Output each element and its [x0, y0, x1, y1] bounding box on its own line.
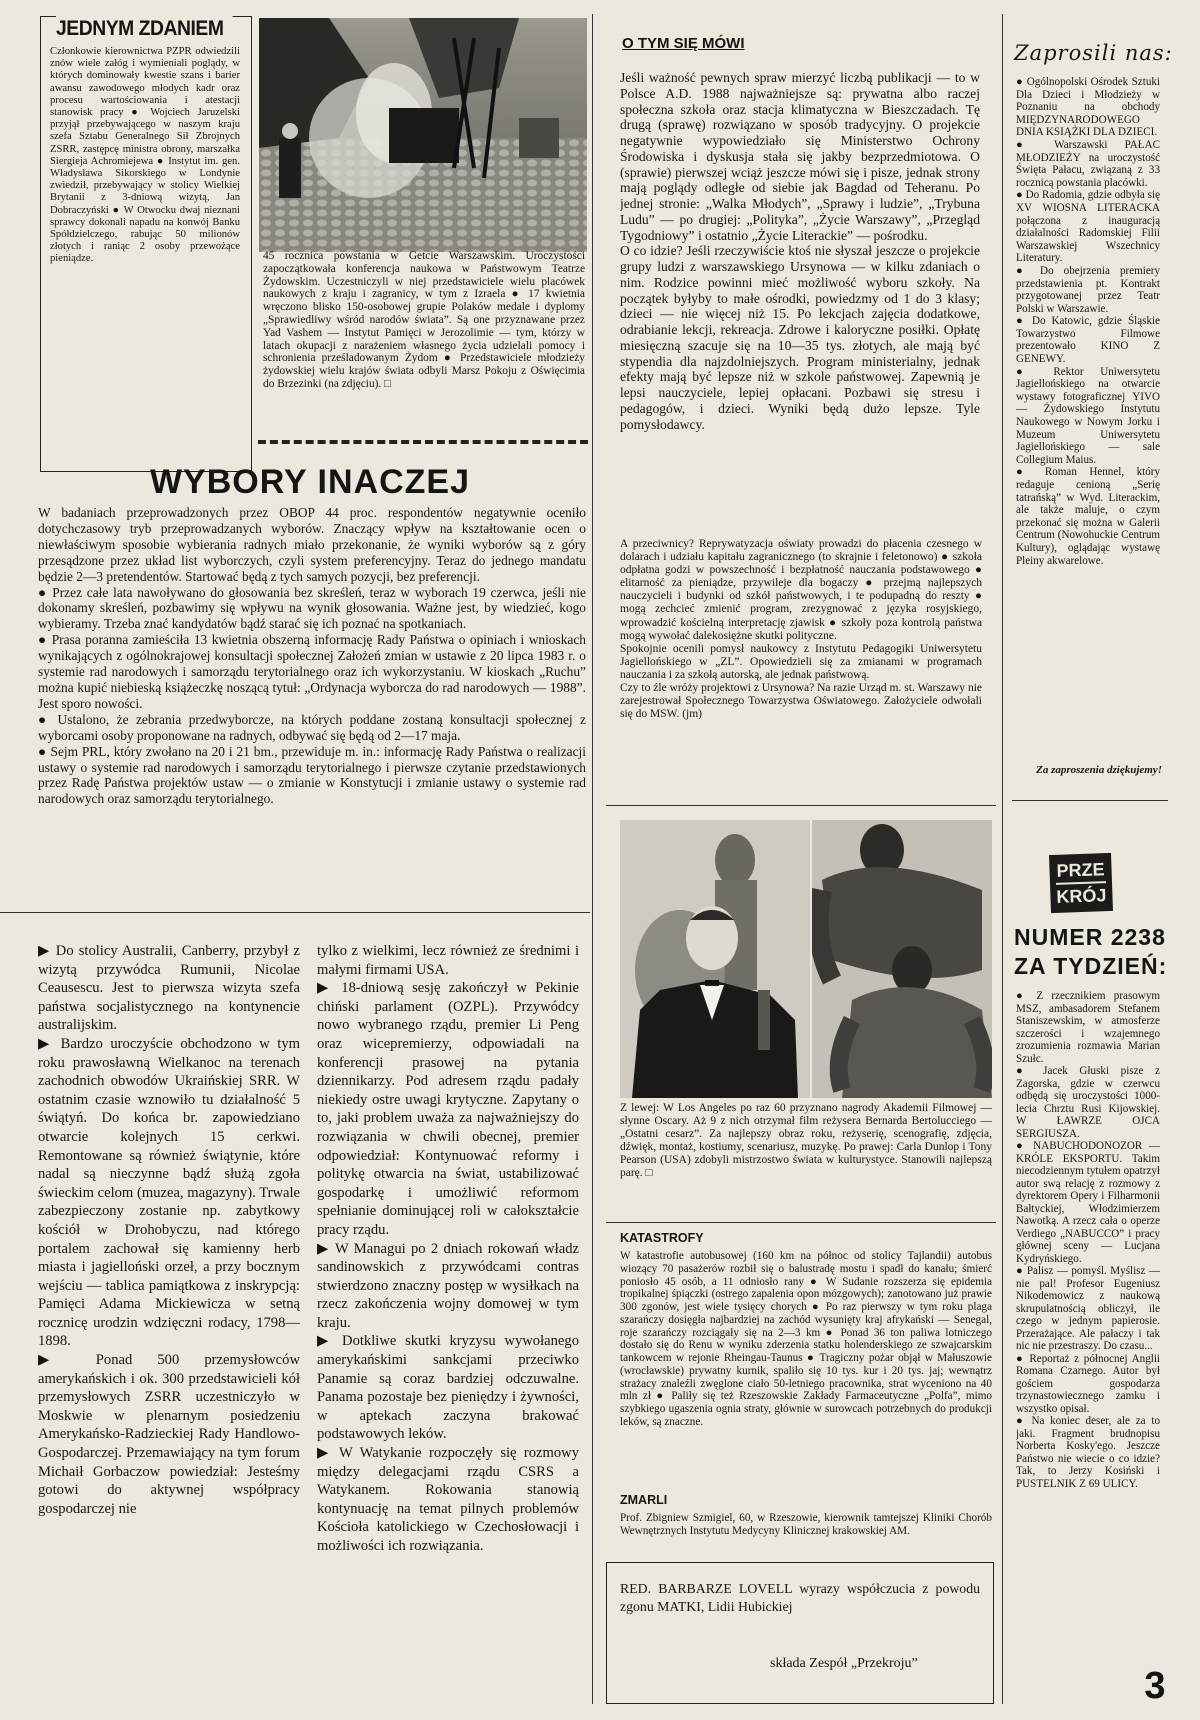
- bodybuilders-photo: [812, 820, 992, 1098]
- przekroj-logo: [1049, 853, 1113, 913]
- numer-title-line1: NUMER 2238: [1014, 924, 1166, 950]
- wybory-bottom-rule: [0, 912, 590, 913]
- zaprosili-text: ● Ogólnopolski Ośrodek Sztuki Dla Dzieci i Młodzieży w Poznaniu na obchody MIĘDZYNARODOWEGO DNIA KSIĄŻKI DLA DZIECI. ● Warszawski PAŁAC MŁODZIEŻY na uroczystość Święta Pałacu, związaną z 33 rocznicą powstania placówki. ● Do Radomia, gdzie odbyła się XV WIOSNA LITERACKA połączona z inauguracją działalności Radomskiej Filii Warszawskiej Wszechnicy Literatury. ● Do obejrzenia premiery przedstawienia pt. Kontrakt przygotowanej przez Teatr Polski w Warszawie. ● Do Katowic, gdzie Śląskie Towarzystwo Filmowe prezentowało KINO Z GENEWY. ● Rektor Uniwersytetu Jagiellońskiego na otwarcie wystawy fotograficznej YIVO — Żydowskiego Instytutu Naukowego w Nowym Jorku i Muzeum Uniwersytetu Jagiellońskiego — sale Collegium Maius. ● Roman Hennel, który redaguje cenioną „Serię tatrańską” w Wyd. Literackim, ale także maluje, o czym przekonać się można w Galerii Centrum (Nowohuckie Centrum Kultury), oglądając wystawę Pleiny akwarelowe.: [1016, 76, 1160, 567]
- oscar-caption: Z lewej: W Los Angeles po raz 60 przyznano nagrody Akademii Filmowej — słynne Oscary. Aż 9 z nich otrzymał film reżysera Bernarda Bertolucciego — „Ostatni cesarz”. Za najlepszy obraz roku, reżyserię, scenografię, zdjęcia, dźwięk, montaż, kostiumy, scenariusz, muzykę. Po prawej: Carla Dunlop i Tony Pearson (USA) zdobyli mistrzostwo świata w kulturystyce. Stanowili najlepszą parę. □: [620, 1102, 992, 1179]
- brief-text: Członkowie kierownictwa PZPR odwiedzili znów wiele załóg i wymieniali poglądy, w których dominowały kwestie szans i barier awansu zawodowego młodych kadr oraz procesu wartościowania i atestacji stanowisk pracy ● Wojciech Jaruzelski przyjął przebywającego w naszym kraju szefa Sztabu Generalnego Sił Zbrojnych ZSRR, zastępcę ministra obrony, marszałka Siergieja Achromiejewa ● Instytut im. gen. Władysława Sikorskiego w Londynie zwiedził, przebywający w stolicy Wielkiej Brytanii z 3-dniową wizytą, Jan Dobraczyński ● W Otwocku dwaj nieznani sprawcy dokonali napadu na konwój Banku Spółdzielczego, rabując 50 milionów złotych i raniąc 2 osoby przewożące pieniądze.: [50, 46, 240, 265]
- o-tym-title: O TYM SIĘ MÓWI: [622, 35, 745, 52]
- numer-text: ● Z rzecznikiem prasowym MSZ, ambasadorem Stefanem Staniszewskim, w atmosferze szczerości i wzajemnego zrozumienia rozmawia Marian Szułc. ● Jacek Głuski pisze z Zagorska, gdzie w czerwcu odbędą się uroczystości 1000-lecia Chrztu Rusi Kijowskiej. W ŁAWRZE OJCA SERGIUSZA. ● NABUCHODONOZOR — KRÓLE EKSPORTU. Takim niecodziennym tytułem opatrzył autor swą relację z rozmowy z dyrektorem Opery i Filharmonii Bałtyckiej, Włodzimierzem Nawotką. A rzecz cała o operze Verdiego „NABUCCO” i pracy głównej sceny — Lucjana Kydryńskiego. ● Palisz — pomyśl. Myślisz — nie pal! Profesor Eugeniusz Nikodemowicz z naukową skrupulatnością obliczył, ile czego w jednym papierosie. Przerażające. Ale pałaczy i tak nic nie przestraszy. Do czasu... ● Reportaż z północnej Anglii Romana Czarnego. Autor był gościem gospodarza trzynastowiecznego zamku i wszystko opisał. ● Na koniec deser, ale za to jaki. Fragment brudnopisu Norberta Kosky'ego. Jeszcze Państwo nie wiecie o co idzie? Tak, to Jerzy Kosiński i PUSTELNIK Z 69 ULICY.: [1016, 990, 1160, 1490]
- zaprosili-title: Zaprosili nas:: [1014, 41, 1173, 65]
- brief-title: JEDNYM ZDANIEM: [56, 16, 233, 42]
- column-rule-1: [592, 14, 593, 1704]
- zaprosili-thanks: Za zaproszenia dziękujemy!: [1036, 764, 1162, 776]
- numer-title-line2: ZA TYDZIEŃ:: [1014, 953, 1168, 979]
- przekroj-logo-line1: PRZE: [1055, 857, 1106, 885]
- condolence-signature: składa Zespół „Przekroju”: [770, 1656, 918, 1671]
- o-tym-critics: A przeciwnicy? Reprywatyzacja oświaty prowadzi do płacenia czesnego w dolarach i udziału kapitału zagranicznego (to skrajnie i feletonowo) ● szkoła odpłatna godzi w powszechność i bezpłatność nauczania podstawowego ● elitarność za pieniądze, przywileje dla bogaczy ● przejmą najlepszych nauczycieli i budynki od szkół państwowych, i te podupadną do reszty ● mogą zechcieć zmienić program, zrezygnować z języka rosyjskiego, wprowadzić kościelną interpretację zjawisk ● szkoły poza kontrolą państwa mogą wywołać dalekosiężne skutki polityczne. Spokojnie ocenili pomysł naukowcy z Instytutu Pedagogiki Uniwersytetu Jagiellońskiego w „ZL”. Opowiedzieli się za zmianami w programach nauczania i za szkołą autorską, ale jednak państwową. Czy to źle wróży projektowi z Ursynowa? Na razie Urząd m. st. Warszawy nie zarejestrował Społecznego Towarzystwa Oświatowego. Założyciele odwołali się do MSW. (jm): [620, 538, 982, 721]
- przekroj-logo-line2: KRÓJ: [1056, 885, 1107, 907]
- ghetto-caption: 45 rocznica powstania w Getcie Warszawskim. Uroczystości zapoczątkowała konferencja naukowa w Państwowym Teatrze Żydowskim. Uczestniczyli w niej przedstawiciele wielu placówek naukowych z kraju i zagranicy, w tym z Izraela ● 17 kwietnia wręczono blisko 150-osobowej grupie Polaków medale i dyplomy „Sprawiedliwy wśród narodów świata”. Są one przyznawane przez Yad Vashem — Instytut Pamięci w Jerozolimie — tym, którzy w latach okupacji z narażeniem własnego życia udzielali pomocy i schronienia prześladowanym Żydom ● Przedstawiciele młodzieży żydowskiej wielu krajów świata odbyli Marsz Pokoju z Oświęcimia do Brzezinki (na zdjęciu). □: [263, 250, 585, 390]
- zaprosili-bottom-rule: [1012, 800, 1168, 801]
- wybory-headline: WYBORY INACZEJ: [149, 463, 471, 501]
- katastrofy-top-rule: [606, 1222, 996, 1223]
- zmarli-title: ZMARLI: [620, 1493, 668, 1507]
- o-tym-body: Jeśli ważność pewnych spraw mierzyć liczbą publikacji — to w Polsce A.D. 1988 najważniejsze są: prywatna albo raczej społeczna szkoła oraz stacja klimatyczna w Bieszczadach. Tę drugą (sprawę) rozwiązano w sposób tradycyjny. O projekcie negatywnie wypowiedziało się Ministerstwo Ochrony Środowiska i dyskusja stała się jakby bezprzedmiotowa. O (sprawie) pierwszej wciąż jeszcze mówi się i pisze, jednak strony mają poglądy odległe od siebie jak Bagdad od Teheranu. Po jednej stronie: „Walka Młodych”, „Sprawy i ludzie”, „Trybuna Ludu” — po drugiej: „Polityka”, „Życie Warszawy”, „Przegląd Tygodniowy” i ostatnio „Życie Literackie” — pośrodku. O co idzie? Jeśli rzeczywiście ktoś nie słyszał jeszcze o projekcie grupy ludzi z warszawskiego Ursynowa — w kilku zdaniach o nim. Rodzice powinni mieć możliwość wyboru szkoły. Na początek byłyby to małe ośrodki, powiedzmy od 1 do 3 klasy; dzieci — nie więcej niż 15. Po lekcjach zajęcia dodatkowe, odrabianie lekcji, rekreacja. Zdrowe i kaloryczne posiłki. Opłatę miesięczną szacuje się na 10—35 tys. złotych, ale mają być stypendia dla najzdolniejszych. Program ministerialny, jednak efekty mają być lepsze niż w szkole państwowej. Zapewnią je lepsi nauczyciele, lepiej opłacani. Pozbawi się stresu i pedagogów, i dzieci. Wyniki będą dużo lepsze. Tyle pomysłodawcy.: [620, 70, 980, 432]
- column-rule-2: [1002, 14, 1003, 1704]
- zmarli-text: Prof. Zbigniew Szmigiel, 60, w Rzeszowie, kierownik tamtejszej Kliniki Chorób Wewnętrznych Instytutu Medycyny Klinicznej krakowskiej AM.: [620, 1512, 992, 1537]
- oscar-bertolucci-photo: [620, 820, 810, 1098]
- news-mid-column: tylko z wielkimi, lecz również ze średnimi i małymi firmami USA. ▶ 18-dniową sesję zakończył w Pekinie chiński parlament (OZPL). Przywódcy nowo wybranego rządu, premier Li Peng oraz wicepremierzy, odpowiadali na konferencji prasowej na pytania dziennikarzy. Pod adresem rządu padały niekiedy ostre uwagi krytyczne. Zapytany o to, jaki problem uważa za najważniejszy do rozwiązania w chwili obecnej, premier odpowiedział: Kontynuować reformy i politykę otwarcia na świat, ustabilizować gospodarkę i umożliwić reformom spełnianie dominującej roli w całokształcie pracy rządu. ▶ W Managui po 2 dniach rokowań władz sandinowskich z przywódcami contras stwierdzono znaczny postęp w wysiłkach na rzecz zakończenia wojny domowej w tym kraju. ▶ Dotkliwe skutki kryzysu wywołanego amerykańskimi sankcjami przeciwko Panamie są coraz bardziej odczuwalne. Panama pozostaje bez pieniędzy i żywności, w aptekach zaczyna brakować podstawowych leków. ▶ W Watykanie rozpoczęły się rozmowy między delegacjami rządu CSRS a Watykanem. Rokowania stanowią kontynuację na temat pilnych problemów Kościoła katolickiego w Czechosłowacji i możliwości ich rozwiązania.: [317, 943, 579, 1554]
- wybory-body: W badaniach przeprowadzonych przez OBOP 44 proc. respondentów negatywnie oceniło dotychczasowy tryb przeprowadzanych wyborów. Znaczący wpływ na kształtowanie ocen o niewłaściwym sposobie wybierania radnych miało przekonanie, że wyniki wyborów są z góry przesądzone przez układ list wyborczych, czyli system preferencyjny. Teraz do jednego mandatu będzie 2—3 pretendentów. Startować będą z tych samych pozycji, bez preferencji. ● Przez całe lata nawoływano do głosowania bez skreśleń, teraz w wyborach 19 czerwca, jeśli nie dokonamy skreśleń, pozbawimy się wpływu na wynik głosowania. Ważne jest, by wiedzieć, kogo wybieramy. Trzeba znać kandydatów bądź starać się ich poznać na spotkaniach. ● Prasa poranna zamieściła 13 kwietnia obszerną informację Rady Państwa o opiniach i wnioskach wynikających z ogólnokrajowej konsultacji społecznej Założeń zmian w ustawie z 20 lipca 1983 r. o systemie rad narodowych i samorządu terytorialnego oraz ich wykorzystaniu. W kioskach „Ruchu” można kupić niebieską książeczkę noszącą tytuł: „Ordynacja wyborcza do rad narodowych — 1988”. Jest sporo nowości. ● Ustalono, że zebrania przedwyborcze, na których poddane zostaną konsultacji społecznej z wyborcami osoby proponowane na radnych, odbywać się będą od 2—17 maja. ● Sejm PRL, który zwołano na 20 i 21 bm., przewiduje m. in.: informację Rady Państwa o realizacji ustawy o systemie rad narodowych i samorządu terytorialnego i pierwsze czytanie przedstawionych przez Radę Państwa projektów ustaw — o zmianie w Konstytucji i zmianie ustawy o systemie rad narodowych oraz samorządu terytorialnego.: [38, 505, 586, 807]
- katastrofy-text: W katastrofie autobusowej (160 km na północ od stolicy Tajlandii) autobus wiozący 70 pasażerów rozbił się o balustradę mostu i spadł do kanału; śmierć poniosło 45 osób, a 11 odniosło rany ● W Sudanie rozszerza się epidemia tropikalnej śpiączki (ostrego zapalenia opon mózgowych); zanotowano już prawie 300 zgonów, jest wiele tysięcy chorych ● Po raz pierwszy w tym roku plaga szarańczy dosięgła najbardziej na zachód wysunięty kraj afrykański — Senegal, roje szarańczy rozciągały się na 2—3 km ● Ponad 36 ton paliwa lotniczego dostało się do Renu w wyniku zderzenia statku holenderskiego ze szwajcarskim tankowcem w rejonie Rheingau-Taunus ● Tragiczny pożar objął w Małuszowie (wrocławskie) prywatny kurnik, spaliło się 10 tys. kur i 20 tys. jaj; wewnątrz strażacy znaleźli zwęglone ciało 50-letniego pracownika, strat wyceniono na 40 mln zł ● Paliły się też Rzeszowskie Zakłady Farmaceutyczne „Polfa”, mimo szybkiego ugaszenia ognia straty, głównie w surowcach potrzebnych do produkcji leków, są znaczne.: [620, 1250, 992, 1428]
- condolence-text: RED. BARBARZE LOVELL wyrazy współczucia z powodu zgonu MATKI, Lidii Hubickiej: [620, 1581, 980, 1614]
- dashed-separator: [258, 440, 588, 444]
- ghetto-march-photo: [259, 18, 587, 252]
- news-left-column: ▶ Do stolicy Australii, Canberry, przybył z wizytą przywódca Rumunii, Nicolae Ceausescu. Jest to pierwsza wizyta szefa państwa socjalistycznego na kontynencie australijskim. ▶ Bardzo uroczyście obchodzono w tym roku prawosławną Wielkanoc na terenach zachodnich obwodów Ukraińskiej SRR. W ostatnim czasie wznowiło tu działalność 5 świątyń. Do końca br. zapowiedziano otwarcie kolejnych 15 cerkwi. Remontowane są również świątynie, które nadal są nieczynne bądź służą zgoła świeckim celom (muzea, magazyny). Trwale zabezpieczony zostanie np. zabytkowy kościół w Drohobyczu, nad którego portalem zachował się kamienny herb miasta i jagielloński orzeł, a przy bocznym wejściu — tablica pamiątkowa z inskrypcją: Pamięci Adama Mickiewicza w setną rocznicę urodzin wdzięczni rodacy, 1798—1898. ▶ Ponad 500 przemysłowców amerykańskich i ok. 300 przedstawicieli kół przemysłowych ZSRR uczestniczyło w Moskwie w plenarnym posiedzeniu Amerykańsko-Radzieckiej Rady Handlowo-Gospodarczej. Przemawiający na tym forum Michaił Gorbaczow powiedział: Jesteśmy gotowi do aktywnej współpracy gospodarczej nie: [38, 943, 300, 1517]
- o-tym-bottom-rule: [606, 805, 996, 806]
- page-number: 3: [1144, 1665, 1166, 1707]
- katastrofy-title: KATASTROFY: [620, 1231, 704, 1245]
